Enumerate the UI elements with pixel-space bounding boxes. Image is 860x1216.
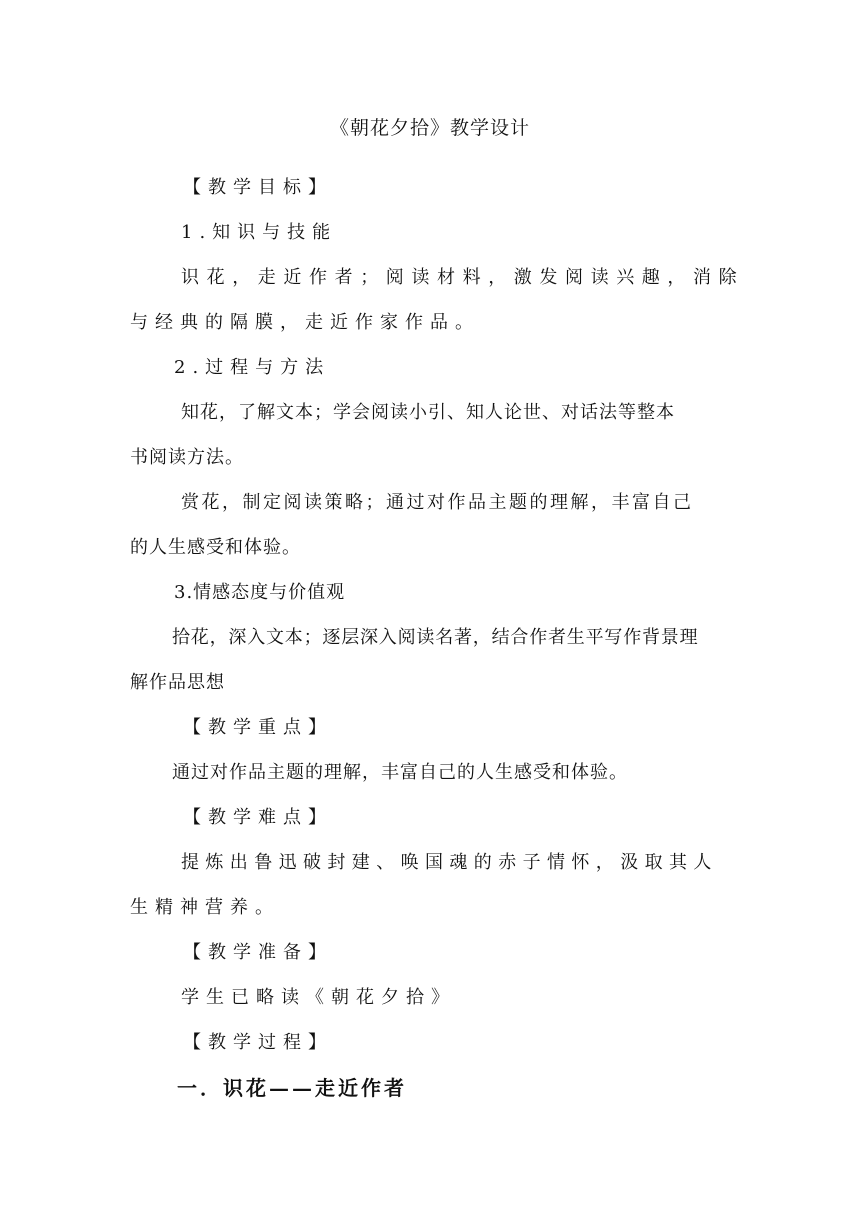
difficulty-paragraph-line: 生精神营养。 [130,897,280,918]
knowledge-heading: 1.知识与技能 [181,222,338,243]
procedure-heading: 【教学过程】 [183,1032,333,1053]
difficulty-paragraph-line: 提炼出鲁迅破封建、唤国魂的赤子情怀，汲取其人 [181,852,718,873]
knowledge-paragraph-line: 识花，走近作者；阅读材料，激发阅读兴趣，消除 [181,267,745,288]
step-one-heading: 一．识花——走近作者 [177,1076,407,1100]
emotion-paragraph-line: 解作品思想 [130,672,225,693]
objectives-heading: 【教学目标】 [183,177,333,198]
process-paragraph-line: 赏花，制定阅读策略；通过对作品主题的理解，丰富自己 [181,492,694,513]
knowledge-paragraph-line: 与经典的隔膜，走近作家作品。 [130,312,480,333]
key-points-heading: 【教学重点】 [183,717,333,738]
preparation-text: 学生已略读《朝花夕拾》 [181,987,456,1008]
key-points-text: 通过对作品主题的理解，丰富自己的人生感受和体验。 [172,762,628,783]
emotion-heading: 3.情感态度与价值观 [174,582,346,603]
emotion-paragraph-line: 拾花，深入文本；逐层深入阅读名著，结合作者生平写作背景理 [172,627,699,648]
difficulty-heading: 【教学难点】 [183,807,333,828]
process-paragraph-line: 的人生感受和体验。 [130,537,301,558]
process-paragraph-line: 知花，了解文本；学会阅读小引、知人论世、对话法等整本 [181,402,675,423]
preparation-heading: 【教学准备】 [183,942,333,963]
process-heading: 2.过程与方法 [174,357,331,378]
process-paragraph-line: 书阅读方法。 [130,447,244,468]
document-title: 《朝花夕拾》教学设计 [329,117,530,139]
